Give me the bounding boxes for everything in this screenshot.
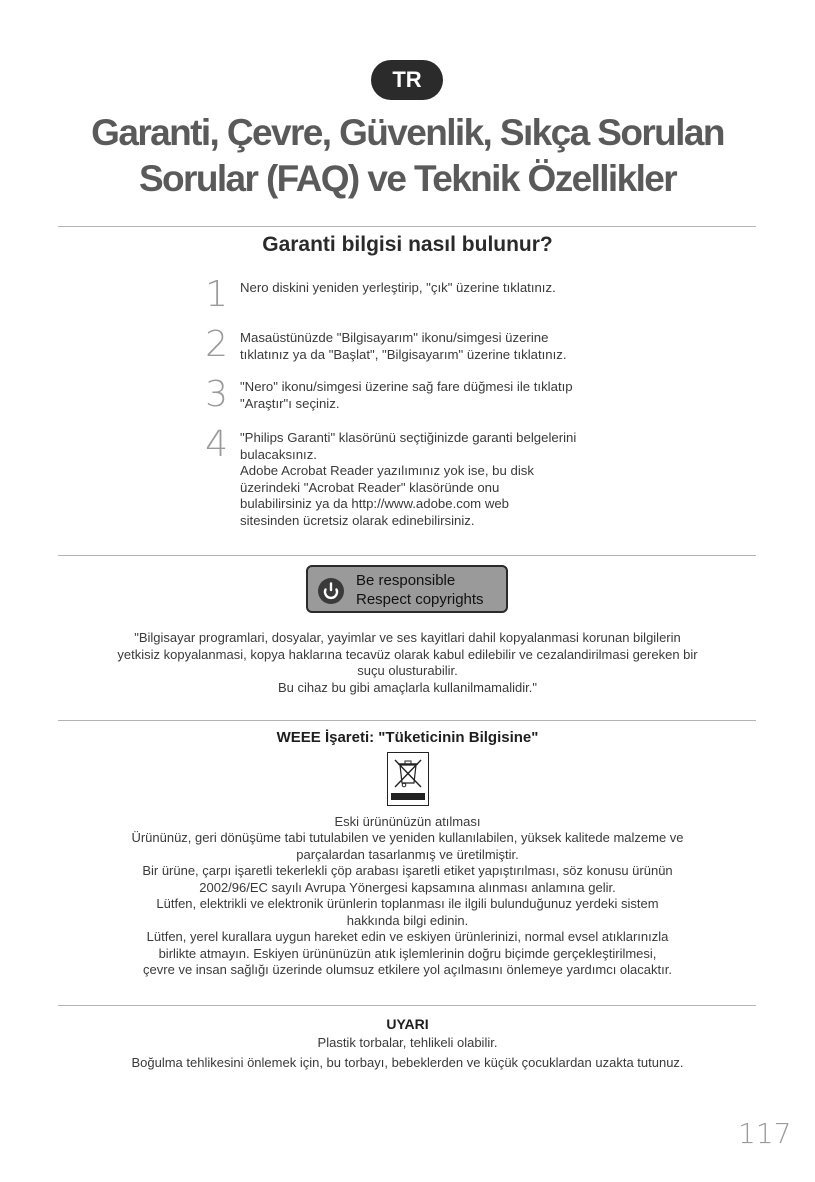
logo-text-line-1: Be responsible: [356, 572, 456, 589]
copyright-notice: "Bilgisayar programlari, dosyalar, yayimlar ve ses kayitlari dahil kopyalanmasi korunan bilgilerin yetkisiz kopyalanmasi, kopya haklarına tecavüz olarak kabul edilebilir ve cezalandirilmasi gereken bir suçu olusturabilir. Bu cihaz bu gibi amaçlarla kullanilmamalidir.": [117, 630, 698, 695]
divider: [58, 720, 756, 721]
warning-heading: UYARI: [386, 1016, 429, 1032]
divider: [58, 226, 756, 227]
step-number: 1: [205, 274, 228, 315]
step-number: 3: [205, 374, 228, 415]
step-text: Nero diskini yeniden yerleştirip, "çık" üzerine tıklatınız.: [240, 280, 556, 295]
step-text: "Nero" ikonu/simgesi üzerine sağ fare düğmesi ile tıklatıp "Araştır"ı seçiniz.: [240, 379, 573, 411]
logo-text-line-2: Respect copyrights: [356, 591, 484, 608]
page-number: 117: [738, 1117, 792, 1150]
crossed-out-wheelie-bin-icon: [387, 752, 429, 806]
page-title-line-2: Sorular (FAQ) ve Teknik Özellikler: [138, 158, 677, 199]
power-symbol-icon: [317, 577, 345, 605]
divider: [58, 1005, 756, 1006]
warning-line-1: Plastik torbalar, tehlikeli olabilir.: [317, 1035, 498, 1050]
language-badge: TR: [371, 60, 443, 100]
divider: [58, 555, 756, 556]
page-title-line-1: Garanti, Çevre, Güvenlik, Sıkça Sorulan: [91, 112, 724, 153]
warning-line-2: Boğulma tehlikesini önlemek için, bu torbayı, bebeklerden ve küçük çocuklardan uzakta tutunuz.: [131, 1055, 684, 1070]
weee-text: Ürününüz, geri dönüşüme tabi tutulabilen ve yeniden kullanılabilen, yüksek kalitede malzeme ve parçalardan tasarlanmış ve üretilmiştir. Bir ürüne, çarpı işaretli tekerlekli çöp arabası işaretli etiket yapıştırılması, söz konusu ürünün 2002/96/EC sayılı Avrupa Yönergesi kapsamına alınması anlamına gelir. Lütfen, elektrikli ve elektronik ürünlerin toplanması ile ilgili bulunduğunuz yerdeki sistem hakkında bilgi edinin. Lütfen, yerel kurallara uygun hareket edin ve eskiyen ürünlerinizi, normal evsel atıklarınızla birlikte atmayın. Eskiyen ürününüzün atık işlemlerinin doğru biçimde gerçekleştirilmesi, çevre ve insan sağlığı üzerinde olumsuz etkilere yol açılmasını önlemeye yardımcı olacaktır.: [131, 830, 684, 977]
be-responsible-logo: [306, 565, 508, 613]
step-number: 4: [205, 424, 228, 465]
step-text: "Philips Garanti" klasörünü seçtiğinizde garanti belgelerini bulacaksınız. Adobe Acrobat Reader yazılımınız yok ise, bu disk üzerindeki "Acrobat Reader" klasöründe onu bulabilirsiniz ya da http://www.adobe.com web sitesinden ücretsiz olarak edinebilirsiniz.: [240, 430, 577, 528]
step-text: Masaüstünüzde "Bilgisayarım" ikonu/simgesi üzerine tıklatınız ya da "Başlat", "Bilgisayarım" üzerine tıklatınız.: [240, 330, 567, 362]
warranty-heading: Garanti bilgisi nasıl bulunur?: [262, 233, 553, 256]
step-number: 2: [205, 324, 228, 365]
weee-heading: WEEE İşareti: "Tüketicinin Bilgisine": [276, 729, 539, 746]
weee-subheading: Eski ürününüzün atılması: [334, 814, 481, 829]
